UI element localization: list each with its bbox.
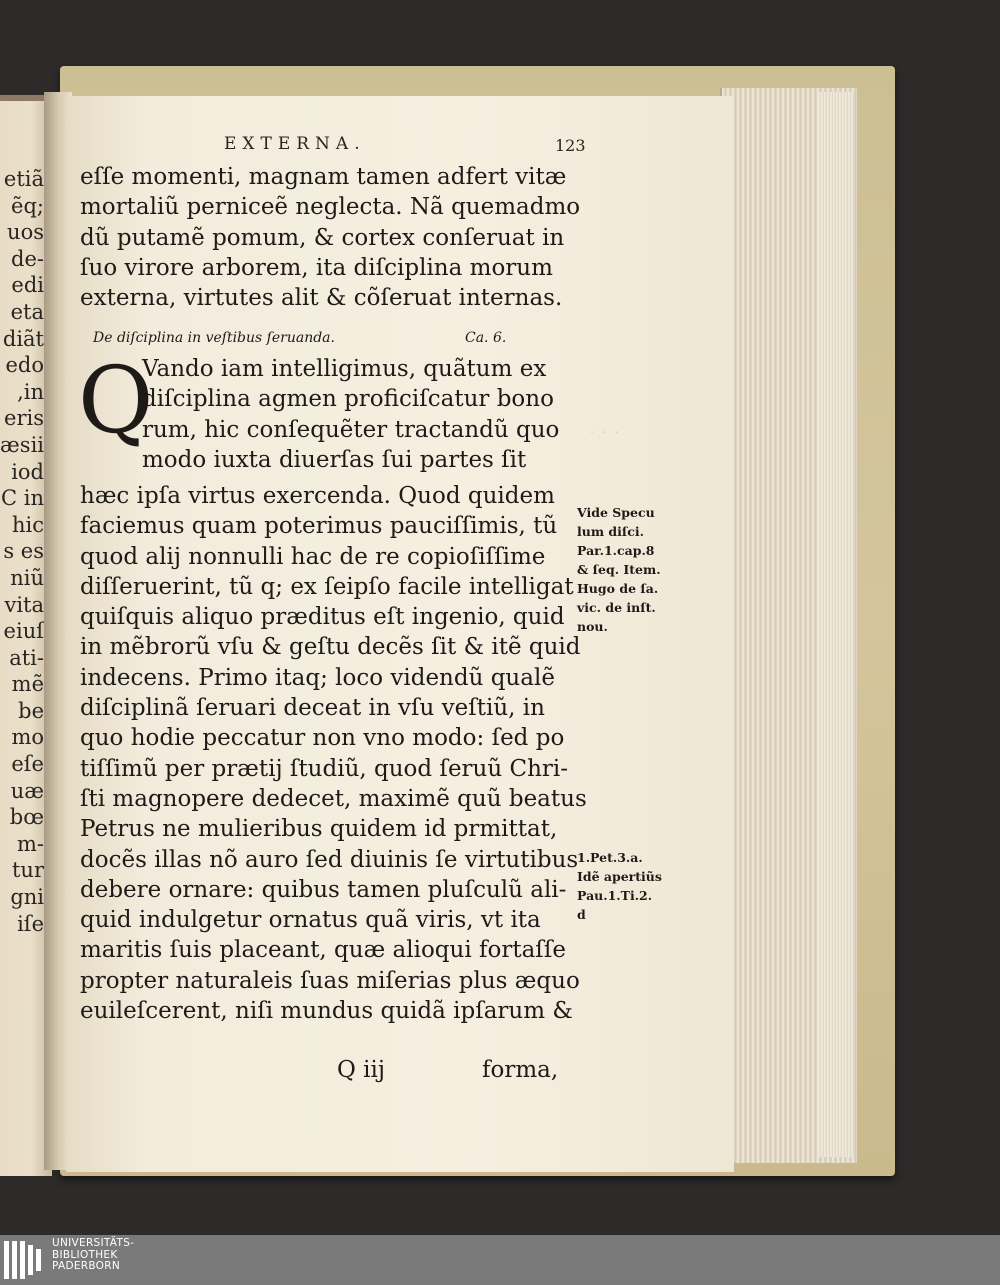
marginal-line: Hugo de ſa. bbox=[577, 581, 659, 596]
left-page-line: be bbox=[18, 698, 44, 723]
left-page-line: eſe bbox=[11, 752, 44, 777]
marginal-line: lum diſci. bbox=[577, 524, 644, 539]
left-page-line: edi bbox=[11, 273, 44, 298]
page-number: 123 bbox=[555, 136, 586, 155]
left-page-line: s es bbox=[3, 539, 44, 564]
left-page-line: bœ bbox=[9, 805, 44, 830]
left-page-line: mo bbox=[11, 725, 44, 750]
marginal-line: Pau.1.Ti.2. bbox=[577, 888, 653, 903]
signature-mark: Q iij bbox=[337, 1057, 386, 1083]
page-edges bbox=[818, 92, 854, 1157]
left-page-line: ati- bbox=[9, 645, 44, 670]
left-page-line: eta bbox=[10, 299, 44, 324]
text-line: quo hodie peccatur non vno modo: ſed po bbox=[80, 725, 565, 752]
text-line: propter naturaleis ſuas miſerias plus æquo bbox=[80, 967, 580, 994]
left-page-line: m- bbox=[16, 831, 44, 856]
left-page-line: gni bbox=[10, 885, 44, 910]
left-page-line: tur bbox=[11, 858, 44, 883]
drop-capital: Q bbox=[78, 347, 154, 454]
marginal-line: nou. bbox=[577, 619, 608, 634]
text-line: diſciplinã ſeruari deceat in vſu veſtiũ, in bbox=[80, 695, 545, 722]
left-page-line: de- bbox=[11, 246, 44, 271]
left-page-line: eiuſ bbox=[3, 619, 44, 644]
text-line: indecens. Primo itaq; loco videndũ qualẽ bbox=[80, 664, 555, 691]
library-name-line-1: UNIVERSITÄTS- bbox=[52, 1237, 135, 1249]
left-page-line: iſe bbox=[17, 911, 44, 936]
left-page-line: etiã bbox=[3, 167, 44, 191]
text-block-2 bbox=[78, 347, 642, 475]
text-line: eſſe momenti, magnam tamen adfert vitæ bbox=[80, 164, 567, 190]
marginal-line: & ſeq. Item. bbox=[577, 562, 661, 577]
text-line: docẽs illas nõ auro ſed diuinis ſe virtutibus bbox=[80, 846, 579, 873]
library-name bbox=[52, 1238, 134, 1273]
left-page-line: æsii bbox=[0, 432, 44, 457]
left-page-line: uos bbox=[7, 220, 44, 245]
marginal-line: 1.Pet.3.a. bbox=[577, 850, 643, 865]
left-page-line: C in bbox=[1, 486, 44, 511]
text-line: Petrus ne mulieribus quidem id prmittat, bbox=[80, 816, 558, 843]
text-line: maritis ſuis placeant, quæ alioqui fortaſſe bbox=[80, 937, 566, 964]
text-line: Vando iam intelligimus, quãtum ex bbox=[142, 356, 547, 382]
running-head: EXTERNA. bbox=[224, 134, 366, 154]
marginal-line: Par.1.cap.8 bbox=[577, 543, 655, 558]
text-line: mortaliũ perniceẽ neglecta. Nã quemadmo bbox=[80, 194, 581, 221]
text-line: quiſquis aliquo præditus eſt ingenio, quid bbox=[80, 604, 565, 631]
left-page-line: eris bbox=[4, 406, 44, 431]
text-line: quod alij nonnulli hac de re copioſiſſime bbox=[80, 543, 546, 570]
left-page-line: niũ bbox=[10, 565, 44, 590]
chapter-number: Ca. 6. bbox=[465, 330, 507, 346]
text-line: externa, virtutes alit & cõſeruat internas. bbox=[80, 285, 563, 312]
left-page-line: ẽq; bbox=[11, 193, 44, 218]
left-page-line: mẽ bbox=[11, 672, 44, 697]
text-line: quid indulgetur ornatus quã viris, vt ita bbox=[80, 907, 541, 934]
library-name-line-3: PADERBORN bbox=[52, 1260, 120, 1272]
catchword: forma, bbox=[482, 1057, 559, 1083]
library-logo-icon bbox=[4, 1241, 46, 1281]
marginal-line: d bbox=[577, 907, 586, 922]
text-line: euileſcerent, niſi mundus quidã ipſarum & bbox=[80, 998, 573, 1025]
marginal-line: Idẽ apertiũs bbox=[577, 869, 662, 884]
library-footer bbox=[0, 1235, 1000, 1285]
chapter-heading: De diſciplina in veſtibus ſeruanda. bbox=[93, 330, 335, 346]
marginal-note-2 bbox=[577, 848, 662, 924]
text-line: ſuo virore arborem, ita diſciplina morum bbox=[80, 254, 553, 281]
text-line: hæc ipſa virtus exercenda. Quod quidem bbox=[80, 483, 555, 509]
left-page-line: iod bbox=[11, 459, 44, 484]
marginal-line: Vide Specu bbox=[577, 505, 655, 520]
marginal-note-1 bbox=[577, 503, 661, 636]
show-through-ink: . . . bbox=[590, 422, 621, 437]
text-line: ſti magnopere dedecet, maximẽ quũ beatus bbox=[80, 785, 587, 812]
text-line: dũ putamẽ pomum, & cortex conſeruat in bbox=[80, 224, 565, 251]
text-line: tiſſimũ per prætij ſtudiũ, quod ſeruũ Chri- bbox=[80, 755, 569, 782]
text-block-3 bbox=[80, 481, 587, 1026]
left-page-line: ,in bbox=[17, 379, 44, 404]
text-block-1 bbox=[80, 162, 580, 313]
text-line: modo iuxta diuerſas ſui partes ſit bbox=[142, 446, 527, 473]
text-line: in mẽbrorũ vſu & geſtu decẽs ſit & itẽ quid bbox=[80, 634, 581, 661]
left-page-text-fragments bbox=[0, 166, 44, 937]
text-line: diſciplina agmen proficiſcatur bono bbox=[142, 386, 554, 413]
left-page-line: diãt bbox=[2, 326, 44, 351]
left-page-line: edo bbox=[5, 353, 44, 378]
text-line: debere ornare: quibus tamen pluſculũ ali- bbox=[80, 876, 567, 903]
text-line: diſſeruerint, tũ q; ex ſeipſo facile intelligat bbox=[80, 573, 574, 600]
left-page-line: uæ bbox=[10, 778, 44, 803]
marginal-line: vic. de inſt. bbox=[577, 600, 656, 615]
text-line: faciemus quam poterimus pauciſſimis, tũ bbox=[80, 513, 558, 540]
library-name-line-2: BIBLIOTHEK bbox=[52, 1248, 118, 1261]
text-line: rum, hic conſequẽter tractandũ quo bbox=[142, 416, 560, 443]
left-page-line: hic bbox=[11, 512, 44, 537]
left-page-line: vita bbox=[4, 592, 44, 617]
